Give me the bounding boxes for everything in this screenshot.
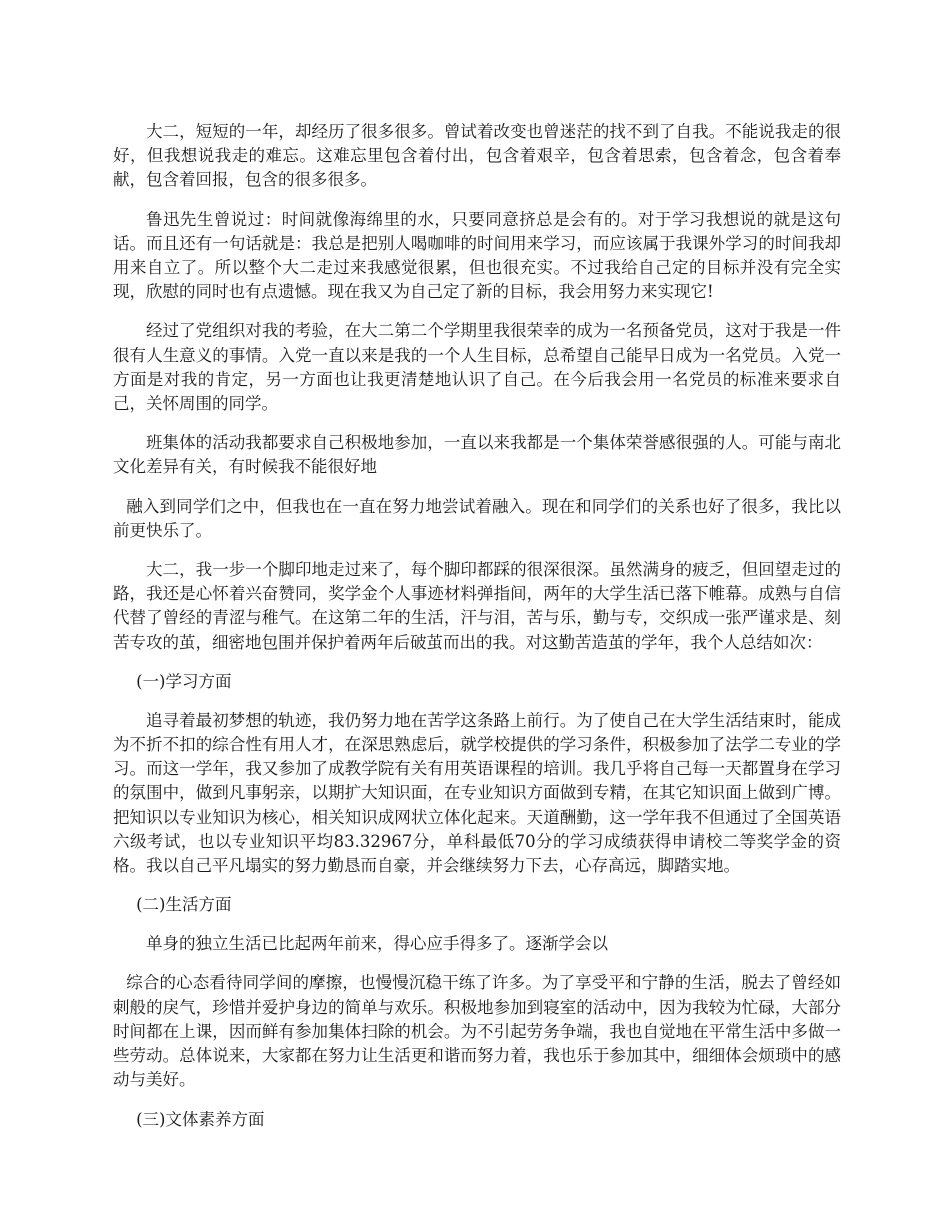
paragraph: 综合的心态看待同学间的摩擦，也慢慢沉稳干练了许多。为了享受平和宁静的生活，脱去了曾经如刺般的戾气，珍惜并爱护身边的简单与欢乐。积极地参加到寝室的活动中，因为我较为忙碌，大部分时间都在上课，因而鲜有参加集体扫除的机会。为不引起劳务争端，我也自觉地在平常生活中多做一些劳动。总体说来，大家都在努力让生活更和谐而努力着，我也乐于参加其中，细细体会烦琐中的感动与美好。: [113, 973, 841, 1090]
paragraph: 大二，短短的一年，却经历了很多很多。曾试着改变也曾迷茫的找不到了自我。不能说我走的很好，但我想说我走的难忘。这难忘里包含着付出，包含着艰辛，包含着思索，包含着念，包含着奉献，包含着回报，包含的很多很多。: [113, 122, 841, 190]
paragraph: 经过了党组织对我的考验，在大二第二个学期里我很荣幸的成为一名预备党员，这对于我是一件很有人生意义的事情。入党一直以来是我的一个人生目标，总希望自己能早日成为一名党员。入党一方面是对我的肯定，另一方面也让我更清楚地认识了自己。在今后我会用一名党员的标准来要求自己，关怀周围的同学。: [113, 321, 841, 414]
section-heading: (二)生活方面: [136, 895, 232, 915]
document-body: [113, 120, 841, 1147]
section-heading: (三)文体素养方面: [136, 1109, 265, 1129]
paragraph: 追寻着最初梦想的轨迹，我仍努力地在苦学这条路上前行。为了使自己在大学生活结束时，能成为不折不扣的综合性有用人才，在深思熟虑后，就学校提供的学习条件，积极参加了法学二专业的学习。而这一学年，我又参加了成教学院有关有用英语课程的培训。我几乎将自己每一天都置身在学习的氛围中，做到凡事躬亲，以期扩大知识面，在专业知识方面做到专精，在其它知识面上做到广博。把知识以专业知识为核心，相关知识成网状立体化起来。天道酬勤，这一学年我不但通过了全国英语六级考试，也以专业知识平均83.32967分，单科最低70分的学习成绩获得申请校二等奖学金的资格。我以自己平凡塌实的努力勤恳而自豪，并会继续努力下去，心存高远，脚踏实地。: [113, 710, 841, 876]
paragraph: 班集体的活动我都要求自己积极地参加，一直以来我都是一个集体荣誉感很强的人。可能与南北文化差异有关，有时候我不能很好地: [113, 433, 841, 477]
paragraph: 单身的独立生活已比起两年前来，得心应手得多了。逐渐学会以: [146, 934, 608, 954]
paragraph: 融入到同学们之中，但我也在一直在努力地尝试着融入。现在和同学们的关系也好了很多，我比以前更快乐了。: [113, 496, 841, 540]
section-heading: (一)学习方面: [136, 671, 232, 691]
paragraph: 鲁迅先生曾说过：时间就像海绵里的水，只要同意挤总是会有的。对于学习我想说的就是这句话。而且还有一句话就是：我总是把别人喝咖啡的时间用来学习，而应该属于我课外学习的时间我却用来自立了。所以整个大二走过来我感觉很累，但也很充实。不过我给自己定的目标并没有完全实现，欣慰的同时也有点遗憾。现在我又为自己定了新的目标，我会用努力来实现它!: [113, 209, 841, 302]
paragraph: 大二，我一步一个脚印地走过来了，每个脚印都踩的很深很深。虽然满身的疲乏，但回望走过的路，我还是心怀着兴奋赞同，奖学金个人事迹材料弹指间，两年的大学生活已落下帷幕。成熟与自信代替了曾经的青涩与稚气。在这第二年的生活，汗与泪，苦与乐，勤与专，交织成一张严谨求是、刻苦专攻的茧，细密地包围并保护着两年后破茧而出的我。对这勤苦造茧的学年，我个人总结如次：: [113, 560, 841, 652]
